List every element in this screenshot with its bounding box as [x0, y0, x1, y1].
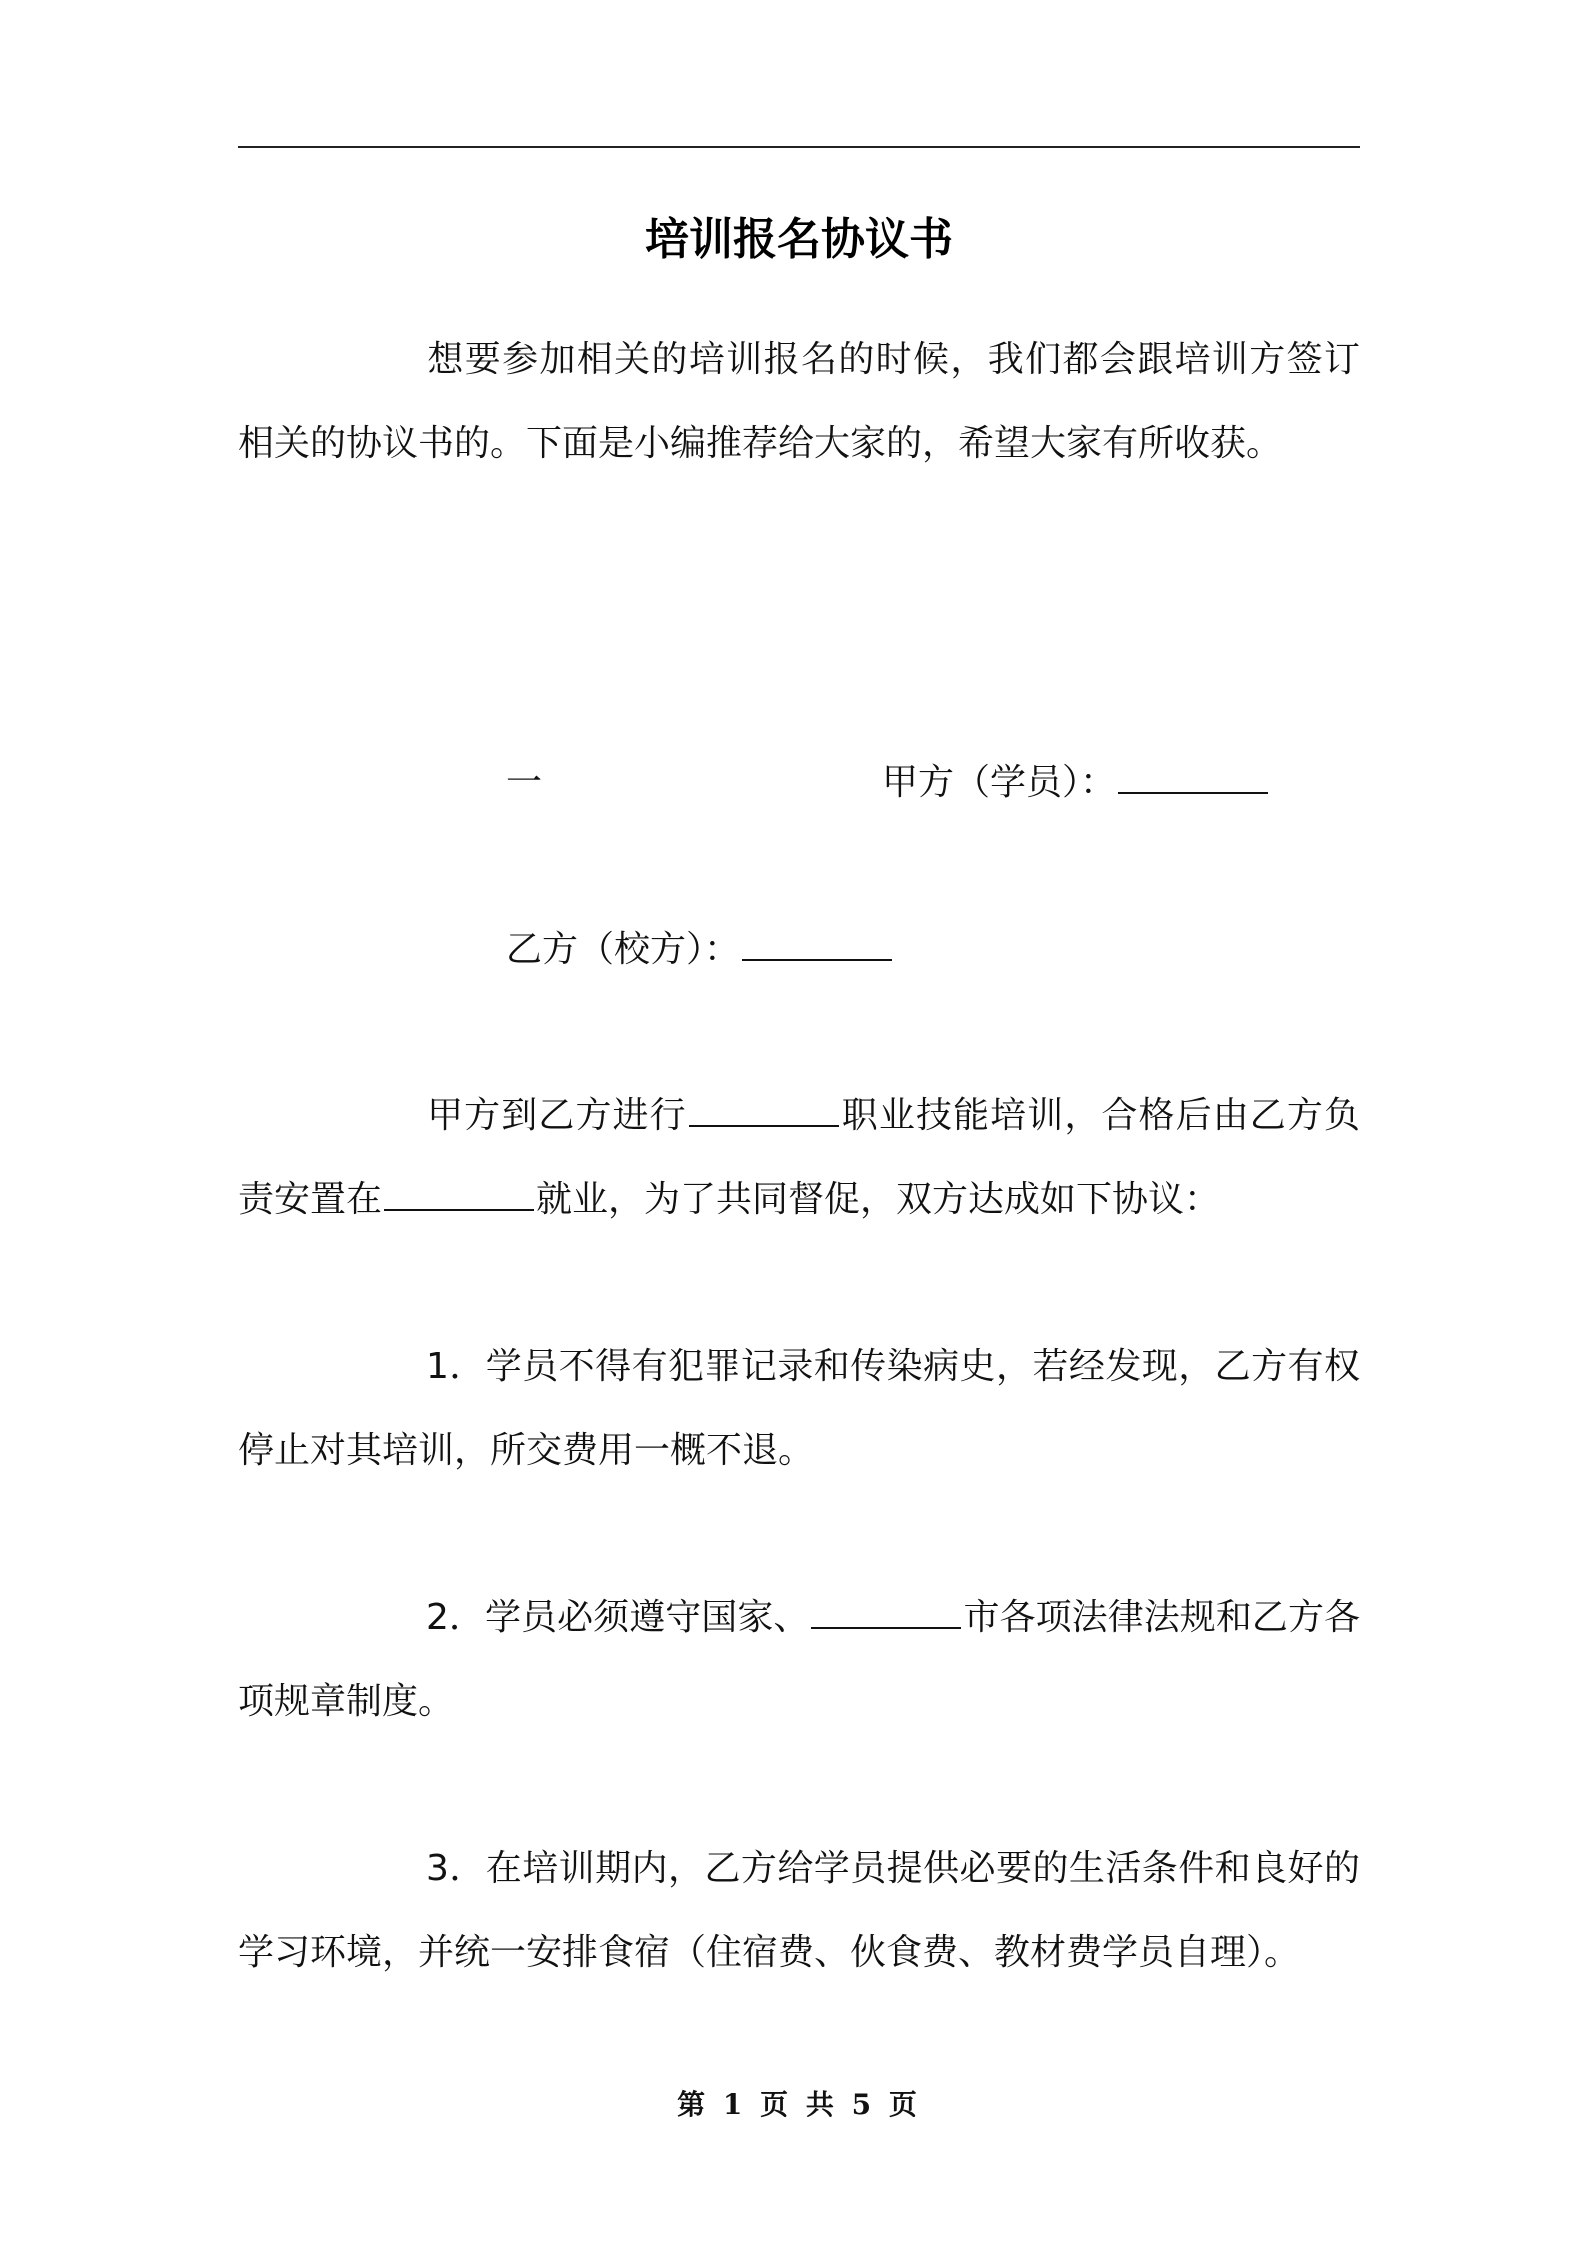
clause-intro-text-2: 职业技能培训，合格后由乙方负责安置在: [238, 1095, 1360, 1220]
party-b-label: 乙方（校方）：: [506, 929, 741, 970]
party-b-blank: [742, 923, 892, 961]
item-1-text: 1．学员不得有犯罪记录和传染病史，若经发现，乙方有权停止对其培训，所交费用一概不退。: [238, 1346, 1360, 1471]
intro-text: 想要参加相关的培训报名的时候，我们都会跟培训方签订相关的协议书的。下面是小编推荐给大家的，希望大家有所收获。: [238, 339, 1360, 464]
document-title: 培训报名协议书: [645, 214, 953, 265]
party-b-line: [506, 908, 894, 992]
section-mark: 一: [506, 762, 543, 803]
party-a-blank: [1118, 756, 1268, 794]
item-2-paragraph: [238, 1576, 1360, 1744]
item-1-paragraph: [238, 1325, 1360, 1493]
employment-place-blank: [384, 1173, 534, 1211]
clause-intro-text-3: 就业，为了共同督促，双方达成如下协议：: [536, 1179, 1221, 1220]
item-2-text-2: 市各项法律法规和乙方各项规章制度。: [238, 1597, 1360, 1722]
item-3-text: 3．在培训期内，乙方给学员提供必要的生活条件和良好的学习环境，并统一安排食宿（住宿费、伙食费、教材费学员自理）。: [238, 1848, 1360, 1973]
city-blank: [811, 1591, 961, 1629]
item-2-text-1: 2．学员必须遵守国家、: [426, 1597, 810, 1638]
clause-intro-paragraph: [238, 1074, 1360, 1242]
training-type-blank: [689, 1089, 839, 1127]
page-number: 第 1 页 共 5 页: [677, 2088, 921, 2121]
intro-paragraph: [238, 318, 1360, 486]
header-rule: [238, 146, 1360, 148]
clause-intro-text-1: 甲方到乙方进行: [426, 1095, 687, 1136]
party-a-line: [882, 741, 1270, 825]
party-a-label: 甲方（学员）：: [882, 762, 1117, 803]
item-3-paragraph: [238, 1827, 1360, 1995]
